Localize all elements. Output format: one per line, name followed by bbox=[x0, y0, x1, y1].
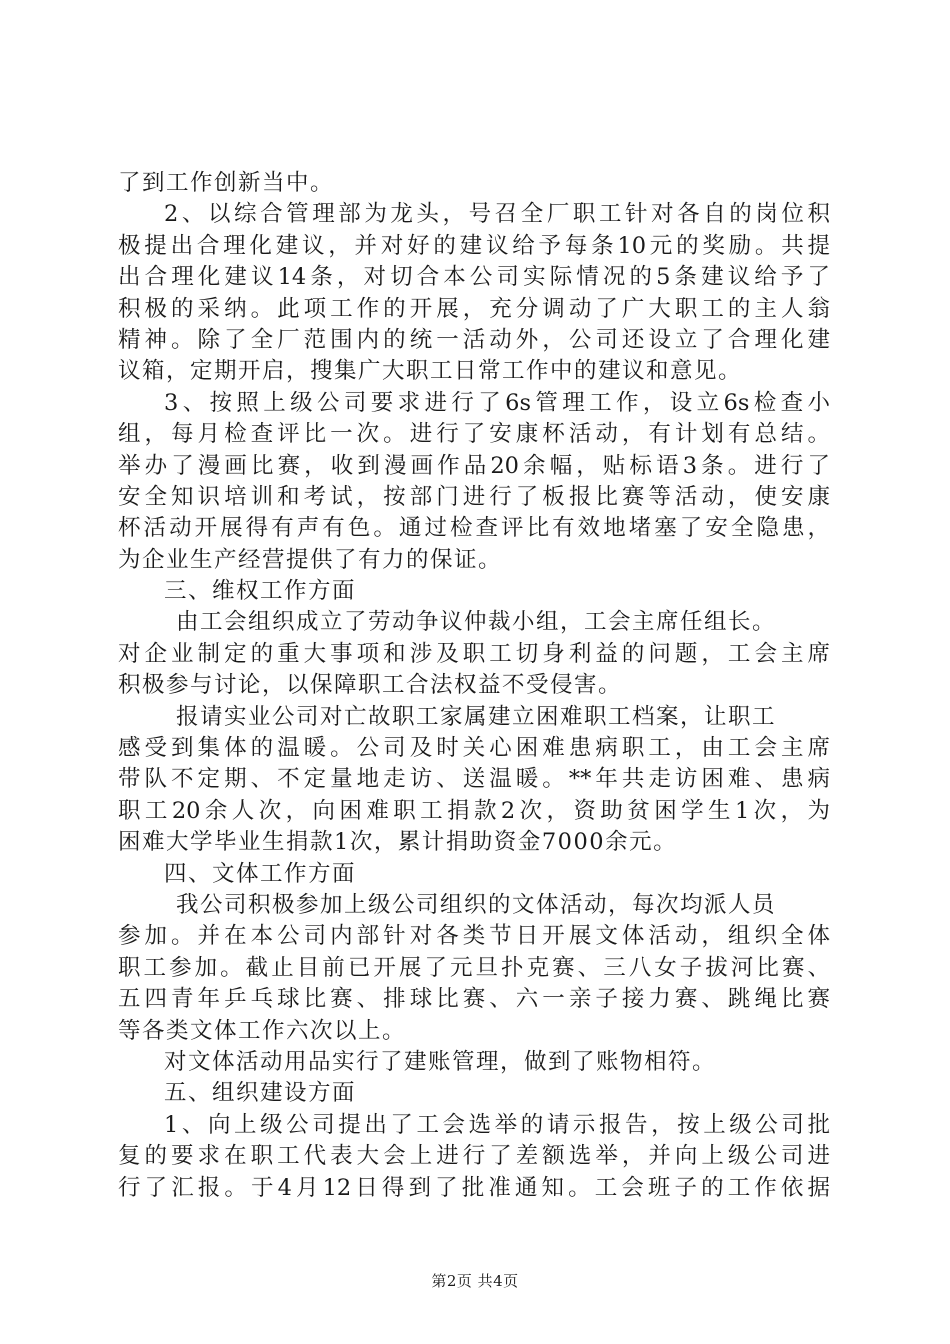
paragraph-line: 杯活动开展得有声有色。通过检查评比有效地堵塞了安全隐患， bbox=[118, 515, 830, 542]
paragraph-line: 对企业制定的重大事项和涉及职工切身利益的问题，工会主席 bbox=[118, 640, 830, 667]
paragraph-line: 感受到集体的温暖。公司及时关心困难患病职工，由工会主席 bbox=[118, 735, 830, 762]
paragraph-line: 职工参加。截止目前已开展了元旦扑克赛、三八女子拔河比赛、 bbox=[118, 954, 830, 981]
paragraph-line: 报请实业公司对亡故职工家属建立困难职工档案，让职工 bbox=[176, 703, 777, 730]
document-body bbox=[118, 168, 830, 1204]
paragraph-line: 2、以综合管理部为龙头，号召全厂职工针对各自的岗位积 bbox=[164, 201, 830, 228]
paragraph-line: 我公司积极参加上级公司组织的文体活动，每次均派人员 bbox=[176, 891, 777, 918]
paragraph-line: 带队不定期、不定量地走访、送温暖。**年共走访困难、患病 bbox=[118, 766, 830, 793]
paragraph-line: 由工会组织成立了劳动争议仲裁小组，工会主席任组长。 bbox=[176, 609, 777, 636]
paragraph-line: 等各类文体工作六次以上。 bbox=[118, 1017, 407, 1044]
paragraph-line: 3、按照上级公司要求进行了6s管理工作，设立6s检查小 bbox=[164, 389, 830, 416]
paragraph-line: 参加。并在本公司内部针对各类节日开展文体活动，组织全体 bbox=[118, 923, 830, 950]
paragraph-line: 积极参与讨论，以保障职工合法权益不受侵害。 bbox=[118, 672, 623, 699]
section-heading: 五、组织建设方面 bbox=[164, 1080, 357, 1107]
paragraph-line: 复的要求在职工代表大会上进行了差额选举，并向上级公司进 bbox=[118, 1143, 830, 1170]
paragraph-line: 对文体活动用品实行了建账管理，做到了账物相符。 bbox=[164, 1048, 717, 1075]
paragraph-line: 行了汇报。于4月12日得到了批准通知。工会班子的工作依据 bbox=[118, 1174, 830, 1201]
page-number-footer: 第2页 共4页 bbox=[431, 1272, 519, 1290]
paragraph-line: 精神。除了全厂范围内的统一活动外，公司还设立了合理化建 bbox=[118, 326, 830, 353]
section-heading: 四、文体工作方面 bbox=[164, 860, 357, 887]
paragraph-line: 组，每月检查评比一次。进行了安康杯活动，有计划有总结。 bbox=[118, 421, 830, 448]
paragraph-line: 1、向上级公司提出了工会选举的请示报告，按上级公司批 bbox=[164, 1111, 830, 1138]
paragraph-line: 五四青年乒乓球比赛、排球比赛、六一亲子接力赛、跳绳比赛 bbox=[118, 986, 830, 1013]
paragraph-line: 议箱，定期开启，搜集广大职工日常工作中的建议和意见。 bbox=[118, 358, 743, 385]
paragraph-line: 举办了漫画比赛，收到漫画作品20余幅，贴标语3条。进行了 bbox=[118, 452, 830, 479]
paragraph-line: 出合理化建议14条，对切合本公司实际情况的5条建议给予了 bbox=[118, 264, 830, 291]
section-heading: 三、维权工作方面 bbox=[164, 578, 357, 605]
paragraph-line: 安全知识培训和考试，按部门进行了板报比赛等活动，使安康 bbox=[118, 483, 830, 510]
paragraph-line: 积极的采纳。此项工作的开展，充分调动了广大职工的主人翁 bbox=[118, 295, 830, 322]
paragraph-line: 极提出合理化建议，并对好的建议给予每条10元的奖励。共提 bbox=[118, 232, 830, 259]
paragraph-line: 了到工作创新当中。 bbox=[118, 170, 335, 196]
paragraph-line: 困难大学毕业生捐款1次，累计捐助资金7000余元。 bbox=[118, 829, 678, 856]
paragraph-line: 职工20余人次，向困难职工捐款2次，资助贫困学生1次，为 bbox=[118, 797, 830, 824]
paragraph-line: 为企业生产经营提供了有力的保证。 bbox=[118, 546, 503, 573]
